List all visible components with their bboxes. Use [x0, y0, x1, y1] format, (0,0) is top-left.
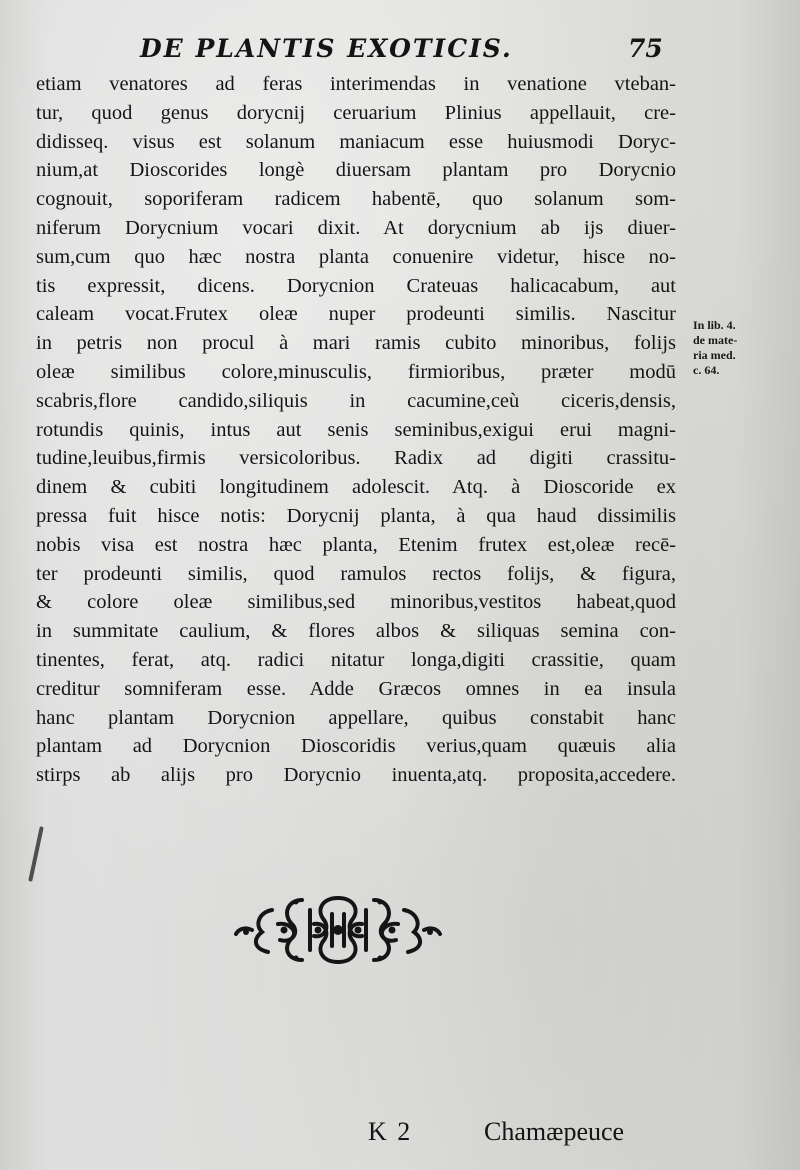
text-line: creditur somniferam esse. Adde Græcos omnes in ea insula — [36, 677, 676, 700]
text-line: plantam ad Dorycnion Dioscoridis verius,quam quæuis alia — [36, 735, 676, 758]
text-line: tudine,leuibus,firmis versicoloribus. Radix ad digiti crassitu- — [36, 447, 676, 470]
margin-note-line: ria med. — [693, 348, 736, 362]
text-line: scabris,flore candido,siliquis in cacumine,ceù ciceris,densis, — [36, 389, 676, 412]
text-line: stirps ab alijs pro Dorycnio inuenta,atq. proposita,accedere. — [36, 764, 676, 787]
text-line: niferum Dorycnium vocari dixit. At dorycnium ab ijs diuer- — [36, 216, 676, 239]
text-line: ter prodeunti similis, quod ramulos rectos folijs, & figura, — [36, 562, 676, 585]
marginal-reference — [693, 318, 773, 378]
text-line: tur, quod genus dorycnij ceruarium Plinius appellauit, cre- — [36, 101, 676, 124]
main-text-block — [36, 70, 676, 790]
text-line: dinem & cubiti longitudinem adolescit. Atq. à Dioscoride ex — [36, 476, 676, 499]
text-line: nobis visa est nostra hæc planta, Etenim frutex est,oleæ recē- — [36, 533, 676, 556]
printers-ornament — [232, 890, 444, 970]
text-line: oleæ similibus colore,minusculis, firmioribus, præter modū — [36, 360, 676, 383]
signature-mark: K 2 — [368, 1117, 413, 1146]
text-line: caleam vocat.Frutex oleæ nuper prodeunti similis. Nascitur — [36, 303, 676, 326]
margin-note-line: c. 64. — [693, 363, 720, 377]
page-number: 75 — [628, 34, 663, 63]
text-line: & colore oleæ similibus,sed minoribus,vestitos habeat,quod — [36, 591, 676, 614]
text-line: cognouit, soporiferam radicem habentē, quo solanum som- — [36, 188, 676, 211]
text-line: sum,cum quo hæc nostra planta conuenire videtur, hisce no- — [36, 245, 676, 268]
catchword: Chamæpeuce — [484, 1117, 625, 1146]
text-line: rotundis quinis, intus aut senis seminibus,exigui erui magni- — [36, 418, 676, 441]
text-line: pressa fuit hisce notis: Dorycnij planta, à qua haud dissimilis — [36, 504, 676, 527]
margin-note-line: de mate- — [693, 333, 738, 347]
text-line: etiam venatores ad feras interimendas in venatione vteban- — [36, 73, 676, 95]
text-line: nium,at Dioscorides longè diuersam plantam pro Dorycnio — [36, 159, 676, 182]
margin-note-line: In lib. 4. — [693, 318, 736, 332]
text-line: tis expressit, dicens. Dorycnion Crateuas halicacabum, aut — [36, 274, 676, 297]
ink-stroke-mark — [28, 826, 44, 882]
text-line: hanc plantam Dorycnion appellare, quibus constabit hanc — [36, 706, 676, 729]
running-title: DE PLANTIS EXOTICIS. — [140, 34, 513, 63]
text-line: didisseq. visus est solanum maniacum esse huiusmodi Doryc- — [36, 130, 676, 153]
text-line: in petris non procul à mari ramis cubito minoribus, folijs — [36, 332, 676, 355]
text-line: tinentes, ferat, atq. radici nitatur longa,digiti crassitie, quam — [36, 648, 676, 671]
text-line: in summitate caulium, & flores albos & siliquas semina con- — [36, 620, 676, 643]
